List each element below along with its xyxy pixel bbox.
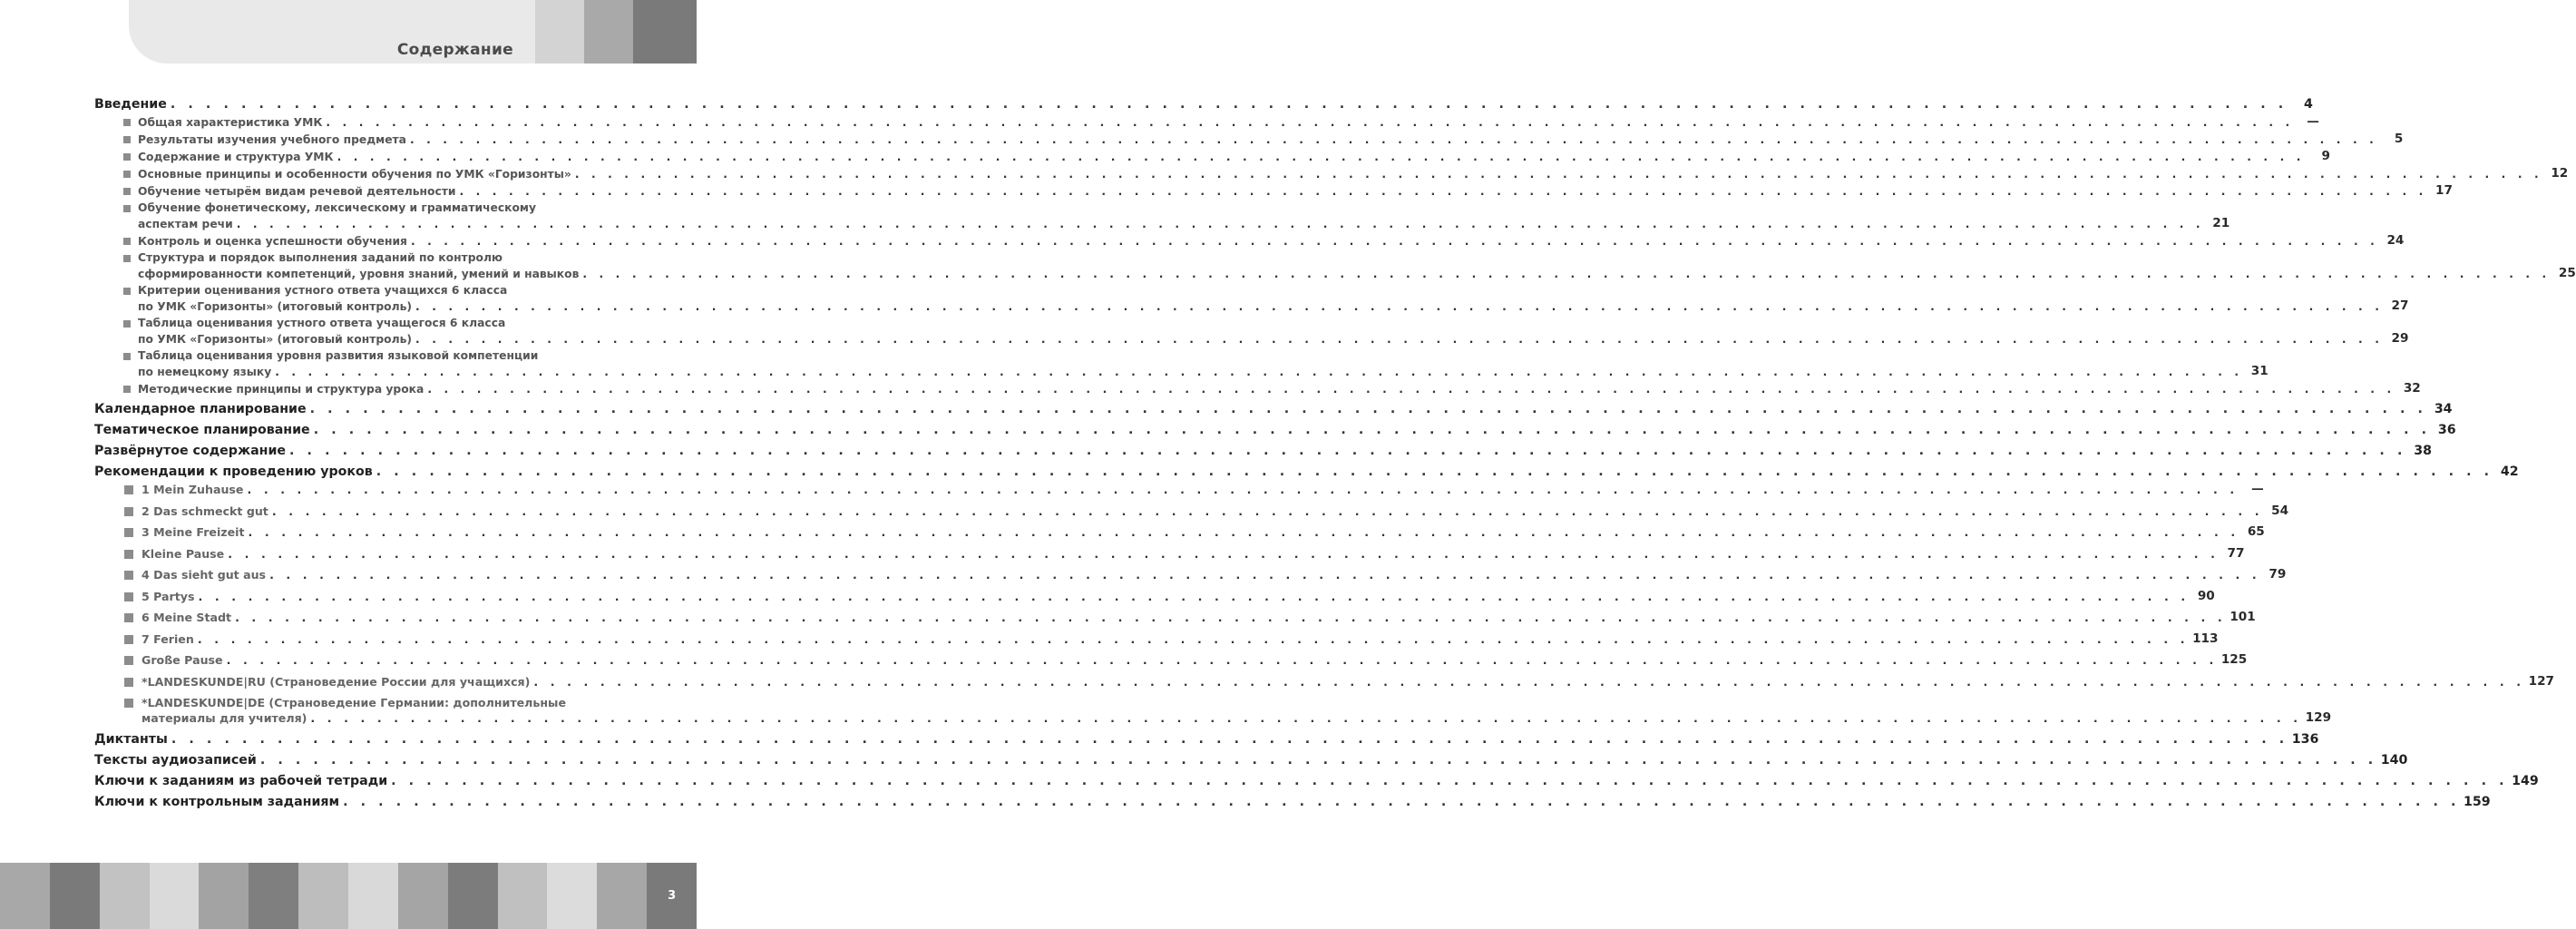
toc-entry-page: — xyxy=(2251,482,2264,496)
toc-entry xyxy=(94,773,2539,788)
toc-entry-page: 90 xyxy=(2197,588,2215,603)
footer-color-block xyxy=(597,863,647,929)
toc-entry xyxy=(94,503,2289,518)
toc-entry-page: 36 xyxy=(2437,423,2456,437)
footer-color-block xyxy=(249,863,298,929)
toc-entry xyxy=(94,524,2265,539)
toc-entry-page: 31 xyxy=(2250,364,2269,378)
square-bullet-icon xyxy=(124,485,133,494)
toc-entry xyxy=(94,794,2491,809)
dot-leader: . . . . . . . . . . . . . . . . . . . . . . . . . . . . . . . . . . . . . . . . . . . . . . . . . . . . . . . . . . . . . . . . . . . . . . . . . . . . . . . . . . . . . . . . . . . . . . . . . . . . . . . . . . . . . . . . . . . . . . . . xyxy=(275,366,2243,378)
dot-leader: . . . . . . . . . . . . . . . . . . . . . . . . . . . . . . . . . . . . . . . . . . . . . . . . . . . . . . . . . . . . . . . . . . . . . . . . . . . . . . . . . . . . . . . . . . . . . . . . . . . . . . . . . . . . . . . . . . . . . . . . xyxy=(170,97,2288,112)
toc-entry-title: Рекомендации к проведению уроков xyxy=(94,464,373,479)
toc-entry-title: Обучение четырём видам речевой деятельности xyxy=(138,185,456,198)
square-bullet-icon xyxy=(124,635,133,644)
footer-color-block xyxy=(498,863,548,929)
square-bullet-icon xyxy=(124,678,133,687)
dot-leader: . . . . . . . . . . . . . . . . . . . . . . . . . . . . . . . . . . . . . . . . . . . . . . . . . . . . . . . . . . . . . . . . . . . . . . . . . . . . . . . . . . . . . . . . . . . . . . . . . . . . . . . . . . . . . . . . . . . . . . . . xyxy=(271,504,2264,518)
toc-entry xyxy=(94,114,2319,129)
square-bullet-icon xyxy=(124,656,133,665)
toc-entry-page: 42 xyxy=(2500,464,2519,479)
toc-entry xyxy=(94,250,2576,280)
dot-leader: . . . . . . . . . . . . . . . . . . . . . . . . . . . . . . . . . . . . . . . . . . . . . . . . . . . . . . . . . . . . . . . . . . . . . . . . . . . . . . . . . . . . . . . . . . . . . . . . . . . . . . . . . . . . . . . . . . . . . . . . xyxy=(343,794,2461,809)
toc-entry-page: 25 xyxy=(2558,266,2576,280)
square-bullet-icon xyxy=(123,288,131,295)
toc-entry-page: 32 xyxy=(2403,381,2421,396)
toc-entry xyxy=(94,402,2453,416)
toc-entry-title: Тексты аудиозаписей xyxy=(94,752,257,768)
dot-leader: . . . . . . . . . . . . . . . . . . . . . . . . . . . . . . . . . . . . . . . . . . . . . . . . . . . . . . . . . . . . . . . . . . . . . . . . . . . . . . . . . . . . . . . . . . . . . . . . . . . . . . . . . . . . . . . . . . . . . . . . xyxy=(410,235,2379,248)
square-bullet-icon xyxy=(123,205,131,212)
toc-entry-page: 136 xyxy=(2291,731,2319,747)
square-bullet-icon xyxy=(124,571,133,580)
footer-color-block xyxy=(150,863,200,929)
dot-leader: . . . . . . . . . . . . . . . . . . . . . . . . . . . . . . . . . . . . . . . . . . . . . . . . . . . . . . . . . . . . . . . . . . . . . . . . . . . . . . . . . . . . . . . . . . . . . . . . . . . . . . . . . . . . . . . . . . . . . . . . xyxy=(197,631,2190,646)
toc-entry-page: 54 xyxy=(2271,503,2289,518)
toc-entry-title: 2 Das schmeckt gut xyxy=(141,504,268,518)
toc-entry-page: 27 xyxy=(2391,298,2409,313)
square-bullet-icon xyxy=(123,153,131,161)
toc-entry xyxy=(94,610,2256,624)
toc-entry-title: Диктанты xyxy=(94,731,168,747)
square-bullet-icon xyxy=(123,238,131,245)
square-bullet-icon xyxy=(123,255,131,262)
toc-entry-title: по УМК «Горизонты» (итоговый контроль) xyxy=(138,333,413,346)
dot-leader: . . . . . . . . . . . . . . . . . . . . . . . . . . . . . . . . . . . . . . . . . . . . . . . . . . . . . . . . . . . . . . . . . . . . . . . . . . . . . . . . . . . . . . . . . . . . . . . . . . . . . . . . . . . . . . . . . . . . . . . . xyxy=(326,116,2294,129)
toc-entry-title: по немецкому языку xyxy=(138,366,272,378)
dot-leader: . . . . . . . . . . . . . . . . . . . . . . . . . . . . . . . . . . . . . . . . . . . . . . . . . . . . . . . . . . . . . . . . . . . . . . . . . . . . . . . . . . . . . . . . . . . . . . . . . . . . . . . . . . . . . . . . . . . . . . . . xyxy=(228,546,2220,561)
toc-entry-page: 77 xyxy=(2227,545,2245,561)
toc-entry xyxy=(94,316,2409,346)
toc-entry-page: 129 xyxy=(2305,710,2332,725)
dot-leader: . . . . . . . . . . . . . . . . . . . . . . . . . . . . . . . . . . . . . . . . . . . . . . . . . . . . . . . . . . . . . . . . . . . . . . . . . . . . . . . . . . . . . . . . . . . . . . . . . . . . . . . . . . . . . . . . . . . . . . . . xyxy=(415,300,2384,313)
square-bullet-icon xyxy=(123,353,131,360)
dot-leader: . . . . . . . . . . . . . . . . . . . . . . . . . . . . . . . . . . . . . . . . . . . . . . . . . . . . . . . . . . . . . . . . . . . . . . . . . . . . . . . . . . . . . . . . . . . . . . . . . . . . . . . . . . . . . . . . . . . . . . . . xyxy=(415,333,2384,346)
toc-entry xyxy=(94,283,2409,313)
toc-entry xyxy=(94,631,2219,646)
footer-band xyxy=(0,863,697,929)
footer-color-block xyxy=(398,863,448,929)
toc-entry-page: — xyxy=(2307,114,2319,129)
dot-leader: . . . . . . . . . . . . . . . . . . . . . . . . . . . . . . . . . . . . . . . . . . . . . . . . . . . . . . . . . . . . . . . . . . . . . . . . . . . . . . . . . . . . . . . . . . . . . . . . . . . . . . . . . . . . . . . . . . . . . . . . xyxy=(309,402,2427,416)
toc-entry xyxy=(94,482,2264,496)
dot-leader: . . . . . . . . . . . . . . . . . . . . . . . . . . . . . . . . . . . . . . . . . . . . . . . . . . . . . . . . . . . . . . . . . . . . . . . . . . . . . . . . . . . . . . . . . . . . . . . . . . . . . . . . . . . . . . . . . . . . . . . . xyxy=(459,185,2427,198)
toc-entry xyxy=(94,132,2404,146)
toc-entry-page: 127 xyxy=(2528,673,2555,689)
dot-leader: . . . . . . . . . . . . . . . . . . . . . . . . . . . . . . . . . . . . . . . . . . . . . . . . . . . . . . . . . . . . . . . . . . . . . . . . . . . . . . . . . . . . . . . . . . . . . . . . . . . . . . . . . . . . . . . . . . . . . . . . xyxy=(313,423,2431,437)
footer-color-block xyxy=(298,863,348,929)
square-bullet-icon xyxy=(123,136,131,143)
toc-entry-page: 113 xyxy=(2192,631,2219,646)
toc-entry xyxy=(94,695,2332,725)
page-number: 3 xyxy=(647,863,697,929)
toc-entry-page: 29 xyxy=(2391,331,2409,346)
toc-entry-page: 65 xyxy=(2247,524,2265,539)
square-bullet-icon xyxy=(123,320,131,328)
toc-entry xyxy=(94,652,2248,667)
dot-leader: . . . . . . . . . . . . . . . . . . . . . . . . . . . . . . . . . . . . . . . . . . . . . . . . . . . . . . . . . . . . . . . . . . . . . . . . . . . . . . . . . . . . . . . . . . . . . . . . . . . . . . . . . . . . . . . . . . . . . . . . xyxy=(226,653,2218,667)
square-bullet-icon xyxy=(124,613,133,622)
square-bullet-icon xyxy=(124,592,133,601)
square-bullet-icon xyxy=(123,119,131,126)
dot-leader: . . . . . . . . . . . . . . . . . . . . . . . . . . . . . . . . . . . . . . . . . . . . . . . . . . . . . . . . . . . . . . . . . . . . . . . . . . . . . . . . . . . . . . . . . . . . . . . . . . . . . . . . . . . . . . . . . . . . . . . . xyxy=(236,218,2205,230)
toc-entry-title: аспектам речи xyxy=(138,218,233,230)
toc-entry-title: по УМК «Горизонты» (итоговый контроль) xyxy=(138,300,413,313)
toc-entry-page: 12 xyxy=(2551,166,2569,181)
dot-leader: . . . . . . . . . . . . . . . . . . . . . . . . . . . . . . . . . . . . . . . . . . . . . . . . . . . . . . . . . . . . . . . . . . . . . . . . . . . . . . . . . . . . . . . . . . . . . . . . . . . . . . . . . . . . . . . . . . . . . . . . xyxy=(533,674,2525,689)
toc-entry-title: 3 Meine Freizeit xyxy=(141,525,245,539)
dot-leader: . . . . . . . . . . . . . . . . . . . . . . . . . . . . . . . . . . . . . . . . . . . . . . . . . . . . . . . . . . . . . . . . . . . . . . . . . . . . . . . . . . . . . . . . . . . . . . . . . . . . . . . . . . . . . . . . . . . . . . . . xyxy=(259,752,2377,768)
toc-entry-title: Содержание и структура УМК xyxy=(138,151,334,163)
toc-entry-title: *LANDESKUNDE|RU (Страноведение России для учащихся) xyxy=(141,674,531,689)
toc-entry xyxy=(94,233,2405,248)
footer-color-block xyxy=(50,863,100,929)
toc-entry-title: 6 Meine Stadt xyxy=(141,611,232,624)
square-bullet-icon xyxy=(123,171,131,178)
dot-leader: . . . . . . . . . . . . . . . . . . . . . . . . . . . . . . . . . . . . . . . . . . . . . . . . . . . . . . . . . . . . . . . . . . . . . . . . . . . . . . . . . . . . . . . . . . . . . . . . . . . . . . . . . . . . . . . . . . . . . . . . xyxy=(198,589,2190,603)
header-band xyxy=(0,0,697,64)
square-bullet-icon xyxy=(124,550,133,559)
toc-entry-title: Введение xyxy=(94,97,167,112)
toc-entry-title: Kleine Pause xyxy=(141,546,225,561)
toc-entry xyxy=(94,752,2408,768)
footer-color-block xyxy=(199,863,249,929)
toc-entry-title-line1: Критерии оценивания устного ответа учащихся 6 класса xyxy=(138,284,508,297)
toc-entry-page: 149 xyxy=(2512,773,2539,788)
toc-entry-title: Методические принципы и структура урока xyxy=(138,383,424,396)
toc-entry xyxy=(94,348,2269,378)
toc-entry-title: Тематическое планирование xyxy=(94,423,310,437)
toc-entry xyxy=(94,567,2287,582)
header-block-2 xyxy=(584,0,633,64)
toc-entry-page: 21 xyxy=(2212,216,2230,230)
dot-leader: . . . . . . . . . . . . . . . . . . . . . . . . . . . . . . . . . . . . . . . . . . . . . . . . . . . . . . . . . . . . . . . . . . . . . . . . . . . . . . . . . . . . . . . . . . . . . . . . . . . . . . . . . . . . . . . . . . . . . . . . xyxy=(574,168,2543,181)
dot-leader: . . . . . . . . . . . . . . . . . . . . . . . . . . . . . . . . . . . . . . . . . . . . . . . . . . . . . . . . . . . . . . . . . . . . . . . . . . . . . . . . . . . . . . . . . . . . . . . . . . . . . . . . . . . . . . . . . . . . . . . . xyxy=(269,568,2261,582)
toc-entry-page: 34 xyxy=(2434,402,2453,416)
toc-entry-title-line1: Обучение фонетическому, лексическому и грамматическому xyxy=(138,201,536,214)
toc-entry xyxy=(94,545,2245,561)
dot-leader: . . . . . . . . . . . . . . . . . . . . . . . . . . . . . . . . . . . . . . . . . . . . . . . . . . . . . . . . . . . . . . . . . . . . . . . . . . . . . . . . . . . . . . . . . . . . . . . . . . . . . . . . . . . . . . . . . . . . . . . . xyxy=(582,268,2551,280)
dot-leader: . . . . . . . . . . . . . . . . . . . . . . . . . . . . . . . . . . . . . . . . . . . . . . . . . . . . . . . . . . . . . . . . . . . . . . . . . . . . . . . . . . . . . . . . . . . . . . . . . . . . . . . . . . . . . . . . . . . . . . . . xyxy=(427,383,2395,396)
toc-entry-page: 24 xyxy=(2386,233,2405,248)
square-bullet-icon xyxy=(123,386,131,393)
toc-entry-title: Große Pause xyxy=(141,653,223,667)
toc-entry xyxy=(94,200,2230,230)
square-bullet-icon xyxy=(124,699,133,708)
toc-entry-title: Контроль и оценка успешности обучения xyxy=(138,235,407,248)
toc-entry xyxy=(94,731,2319,747)
toc-entry-title: материалы для учителя) xyxy=(141,711,307,725)
square-bullet-icon xyxy=(124,528,133,537)
square-bullet-icon xyxy=(124,507,133,516)
toc-entry-title-line1: Таблица оценивания уровня развития языковой компетенции xyxy=(138,349,539,362)
toc-entry-page: 9 xyxy=(2321,149,2331,163)
toc-entry xyxy=(94,149,2331,163)
toc-entry-page: 38 xyxy=(2414,444,2432,458)
toc-entry-page: 140 xyxy=(2380,752,2408,768)
footer-color-block xyxy=(0,863,50,929)
toc-entry-title: 4 Das sieht gut aus xyxy=(141,568,267,582)
dot-leader: . . . . . . . . . . . . . . . . . . . . . . . . . . . . . . . . . . . . . . . . . . . . . . . . . . . . . . . . . . . . . . . . . . . . . . . . . . . . . . . . . . . . . . . . . . . . . . . . . . . . . . . . . . . . . . . . . . . . . . . . xyxy=(337,151,2306,163)
footer-color-block xyxy=(348,863,398,929)
toc-entry-title-line1: Структура и порядок выполнения заданий по контролю xyxy=(138,251,503,264)
toc-entry-title: сформированности компетенций, уровня знаний, умений и навыков xyxy=(138,268,580,280)
dot-leader: . . . . . . . . . . . . . . . . . . . . . . . . . . . . . . . . . . . . . . . . . . . . . . . . . . . . . . . . . . . . . . . . . . . . . . . . . . . . . . . . . . . . . . . . . . . . . . . . . . . . . . . . . . . . . . . . . . . . . . . . xyxy=(376,464,2493,479)
toc-entry-title-line1: Таблица оценивания устного ответа учащегося 6 класса xyxy=(138,317,506,329)
footer-color-block xyxy=(448,863,498,929)
square-bullet-icon xyxy=(123,188,131,195)
toc-entry-title: Основные принципы и особенности обучения по УМК «Горизонты» xyxy=(138,168,571,181)
toc-entry-page: 17 xyxy=(2435,183,2453,198)
toc-entry xyxy=(94,97,2313,112)
toc-entry-page: 4 xyxy=(2303,97,2313,112)
toc-entry xyxy=(94,588,2215,603)
toc-entry-title: 5 Partys xyxy=(141,589,195,603)
toc-entry-page: 79 xyxy=(2269,567,2287,582)
toc-entry xyxy=(94,183,2453,198)
header-block-1 xyxy=(535,0,584,64)
toc-entry-page: 5 xyxy=(2394,132,2404,146)
toc-entry xyxy=(94,464,2519,479)
dot-leader: . . . . . . . . . . . . . . . . . . . . . . . . . . . . . . . . . . . . . . . . . . . . . . . . . . . . . . . . . . . . . . . . . . . . . . . . . . . . . . . . . . . . . . . . . . . . . . . . . . . . . . . . . . . . . . . . . . . . . . . . xyxy=(391,773,2509,788)
footer-color-block xyxy=(100,863,150,929)
page-title: Содержание xyxy=(396,41,513,59)
toc-entry xyxy=(94,444,2432,458)
dot-leader: . . . . . . . . . . . . . . . . . . . . . . . . . . . . . . . . . . . . . . . . . . . . . . . . . . . . . . . . . . . . . . . . . . . . . . . . . . . . . . . . . . . . . . . . . . . . . . . . . . . . . . . . . . . . . . . . . . . . . . . . xyxy=(289,444,2406,458)
toc-entry-title: 7 Ferien xyxy=(141,631,194,646)
toc-entry-title: Результаты изучения учебного предмета xyxy=(138,133,406,146)
toc-entry-title: Ключи к заданиям из рабочей тетради xyxy=(94,773,388,788)
toc-entry-title: Развёрнутое содержание xyxy=(94,444,287,458)
toc-entry-title-line1: *LANDESKUNDE|DE (Страноведение Германии: дополнительные xyxy=(141,696,566,709)
table-of-contents xyxy=(94,91,2576,812)
toc-entry xyxy=(94,166,2569,181)
toc-entry xyxy=(94,381,2421,396)
toc-entry-title: 1 Mein Zuhause xyxy=(141,483,244,496)
dot-leader: . . . . . . . . . . . . . . . . . . . . . . . . . . . . . . . . . . . . . . . . . . . . . . . . . . . . . . . . . . . . . . . . . . . . . . . . . . . . . . . . . . . . . . . . . . . . . . . . . . . . . . . . . . . . . . . . . . . . . . . . xyxy=(235,611,2227,624)
toc-entry-page: 159 xyxy=(2464,794,2491,809)
dot-leader: . . . . . . . . . . . . . . . . . . . . . . . . . . . . . . . . . . . . . . . . . . . . . . . . . . . . . . . . . . . . . . . . . . . . . . . . . . . . . . . . . . . . . . . . . . . . . . . . . . . . . . . . . . . . . . . . . . . . . . . . xyxy=(248,525,2239,539)
footer-color-block xyxy=(547,863,597,929)
dot-leader: . . . . . . . . . . . . . . . . . . . . . . . . . . . . . . . . . . . . . . . . . . . . . . . . . . . . . . . . . . . . . . . . . . . . . . . . . . . . . . . . . . . . . . . . . . . . . . . . . . . . . . . . . . . . . . . . . . . . . . . . xyxy=(247,483,2239,496)
toc-entry-page: 125 xyxy=(2220,652,2248,667)
dot-leader: . . . . . . . . . . . . . . . . . . . . . . . . . . . . . . . . . . . . . . . . . . . . . . . . . . . . . . . . . . . . . . . . . . . . . . . . . . . . . . . . . . . . . . . . . . . . . . . . . . . . . . . . . . . . . . . . . . . . . . . . xyxy=(409,133,2378,146)
toc-entry-title: Общая характеристика УМК xyxy=(138,116,323,129)
toc-entry xyxy=(94,423,2456,437)
dot-leader: . . . . . . . . . . . . . . . . . . . . . . . . . . . . . . . . . . . . . . . . . . . . . . . . . . . . . . . . . . . . . . . . . . . . . . . . . . . . . . . . . . . . . . . . . . . . . . . . . . . . . . . . . . . . . . . . . . . . . . . . xyxy=(171,731,2288,747)
dot-leader: . . . . . . . . . . . . . . . . . . . . . . . . . . . . . . . . . . . . . . . . . . . . . . . . . . . . . . . . . . . . . . . . . . . . . . . . . . . . . . . . . . . . . . . . . . . . . . . . . . . . . . . . . . . . . . . . . . . . . . . . xyxy=(310,711,2302,725)
toc-entry xyxy=(94,673,2555,689)
header-block-3 xyxy=(633,0,697,64)
toc-entry-title: Календарное планирование xyxy=(94,402,307,416)
toc-entry-title: Ключи к контрольным заданиям xyxy=(94,794,340,809)
toc-entry-page: 101 xyxy=(2230,610,2256,624)
